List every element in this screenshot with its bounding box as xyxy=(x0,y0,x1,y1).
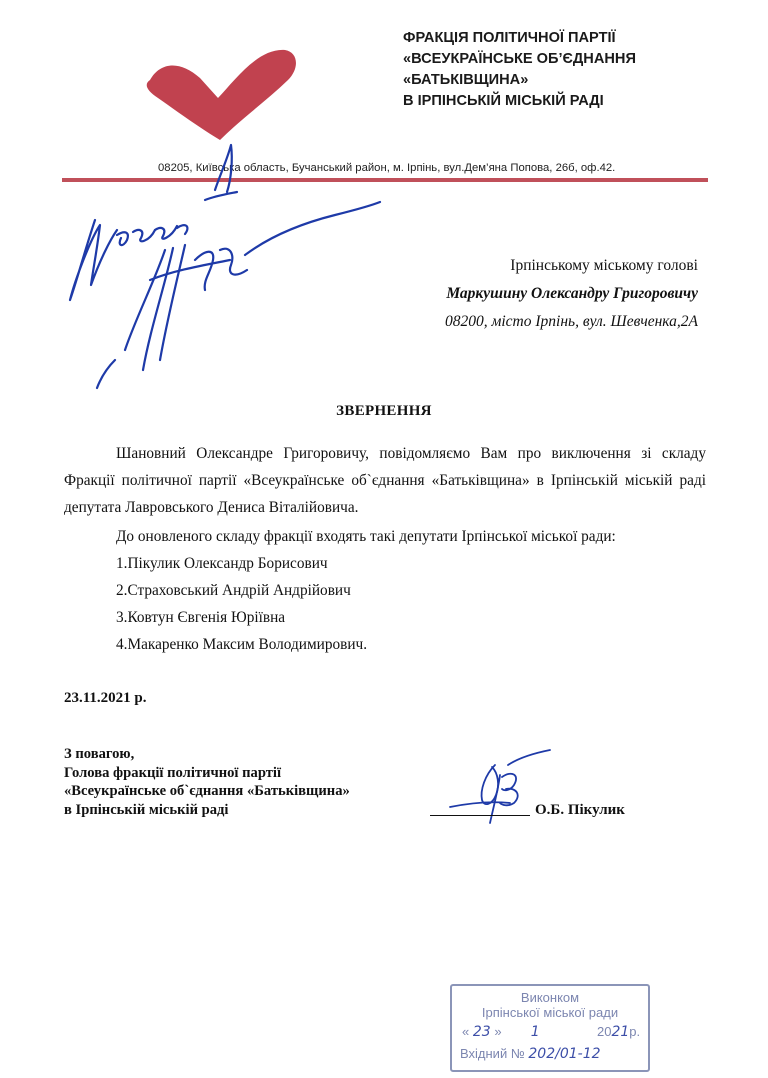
stamp-date-prefix: « xyxy=(462,1024,470,1039)
addressee-address: 08200, місто Ірпінь, вул. Шевченка,2А xyxy=(444,313,698,330)
list-item: 1.Пікулик Олександр Борисович xyxy=(116,555,328,572)
signer-name: О.Б. Пікулик xyxy=(535,802,625,818)
stamp-month: 1 xyxy=(530,1024,540,1040)
stamp-date-mid: » xyxy=(494,1024,502,1039)
list-item: 2.Страховський Андрій Андрійович xyxy=(116,582,351,599)
organization-name xyxy=(403,28,753,112)
list-item: 3.Ковтун Євгенія Юріївна xyxy=(116,609,286,626)
letterhead-address: 08205, Київська область, Бучанський район, м. Ірпінь, вул.Дем’яна Попова, 26б, оф.42. xyxy=(158,162,616,174)
closing-line-1: З повагою, xyxy=(64,746,135,762)
stamp-year-prefix: 20 xyxy=(596,1024,612,1039)
addressee-block xyxy=(445,252,698,336)
body-paragraph-1: Шановний Олександре Григоровичу, повідомляємо Вам про виключення зі складу Фракції політичної партії «Всеукраїнське об`єднання «Батьківщина» в Ірпінській міській раді депутата Лавровського Дениса Віталійовича. xyxy=(64,445,706,516)
stamp-line-2: Ірпінської міської ради xyxy=(481,1005,619,1020)
stamp-year-suffix: р. xyxy=(629,1024,641,1039)
logo-heart-shape xyxy=(147,50,296,140)
addressee-position: Ірпінському міському голові xyxy=(510,257,698,274)
document-body xyxy=(64,440,706,658)
stamp-day: 23 xyxy=(472,1024,491,1040)
stamp-number-label: Вхідний № xyxy=(460,1046,525,1061)
stamp-year: 21 xyxy=(611,1024,630,1040)
stamp-line-1: Виконком xyxy=(520,990,580,1005)
signature-line xyxy=(430,815,530,816)
closing-block xyxy=(64,745,350,819)
closing-line-4: в Ірпінській міській раді xyxy=(64,801,229,818)
body-paragraph-2: До оновленого складу фракції входять такі депутати Ірпінської міської ради: xyxy=(116,528,616,545)
resolution-signature xyxy=(55,130,385,390)
org-name-line-4: В ІРПІНСЬКІЙ МІСЬКІЙ РАДІ xyxy=(403,93,604,109)
document-title: ЗВЕРНЕННЯ xyxy=(336,403,432,419)
stamp-date-row xyxy=(462,1024,640,1040)
document-date: 23.11.2021 р. xyxy=(64,690,147,706)
org-name-line-2: «ВСЕУКРАЇНСЬКЕ ОБ’ЄДНАННЯ xyxy=(403,51,636,67)
members-list xyxy=(64,550,706,658)
org-name-line-1: ФРАКЦІЯ ПОЛІТИЧНОЇ ПАРТІЇ xyxy=(403,30,616,46)
registration-stamp xyxy=(450,984,650,1072)
org-name-line-3: «БАТЬКІВЩИНА» xyxy=(403,72,529,88)
closing-line-3: «Всеукраїнське об`єднання «Батьківщина» xyxy=(64,783,350,799)
addressee-name: Маркушину Олександру Григоровичу xyxy=(446,285,698,302)
closing-line-2: Голова фракції політичної партії xyxy=(64,764,282,781)
stamp-number: 202/01-12 xyxy=(528,1046,601,1062)
list-item: 4.Макаренко Максим Володимирович. xyxy=(116,636,368,653)
stamp-number-row xyxy=(460,1046,601,1062)
